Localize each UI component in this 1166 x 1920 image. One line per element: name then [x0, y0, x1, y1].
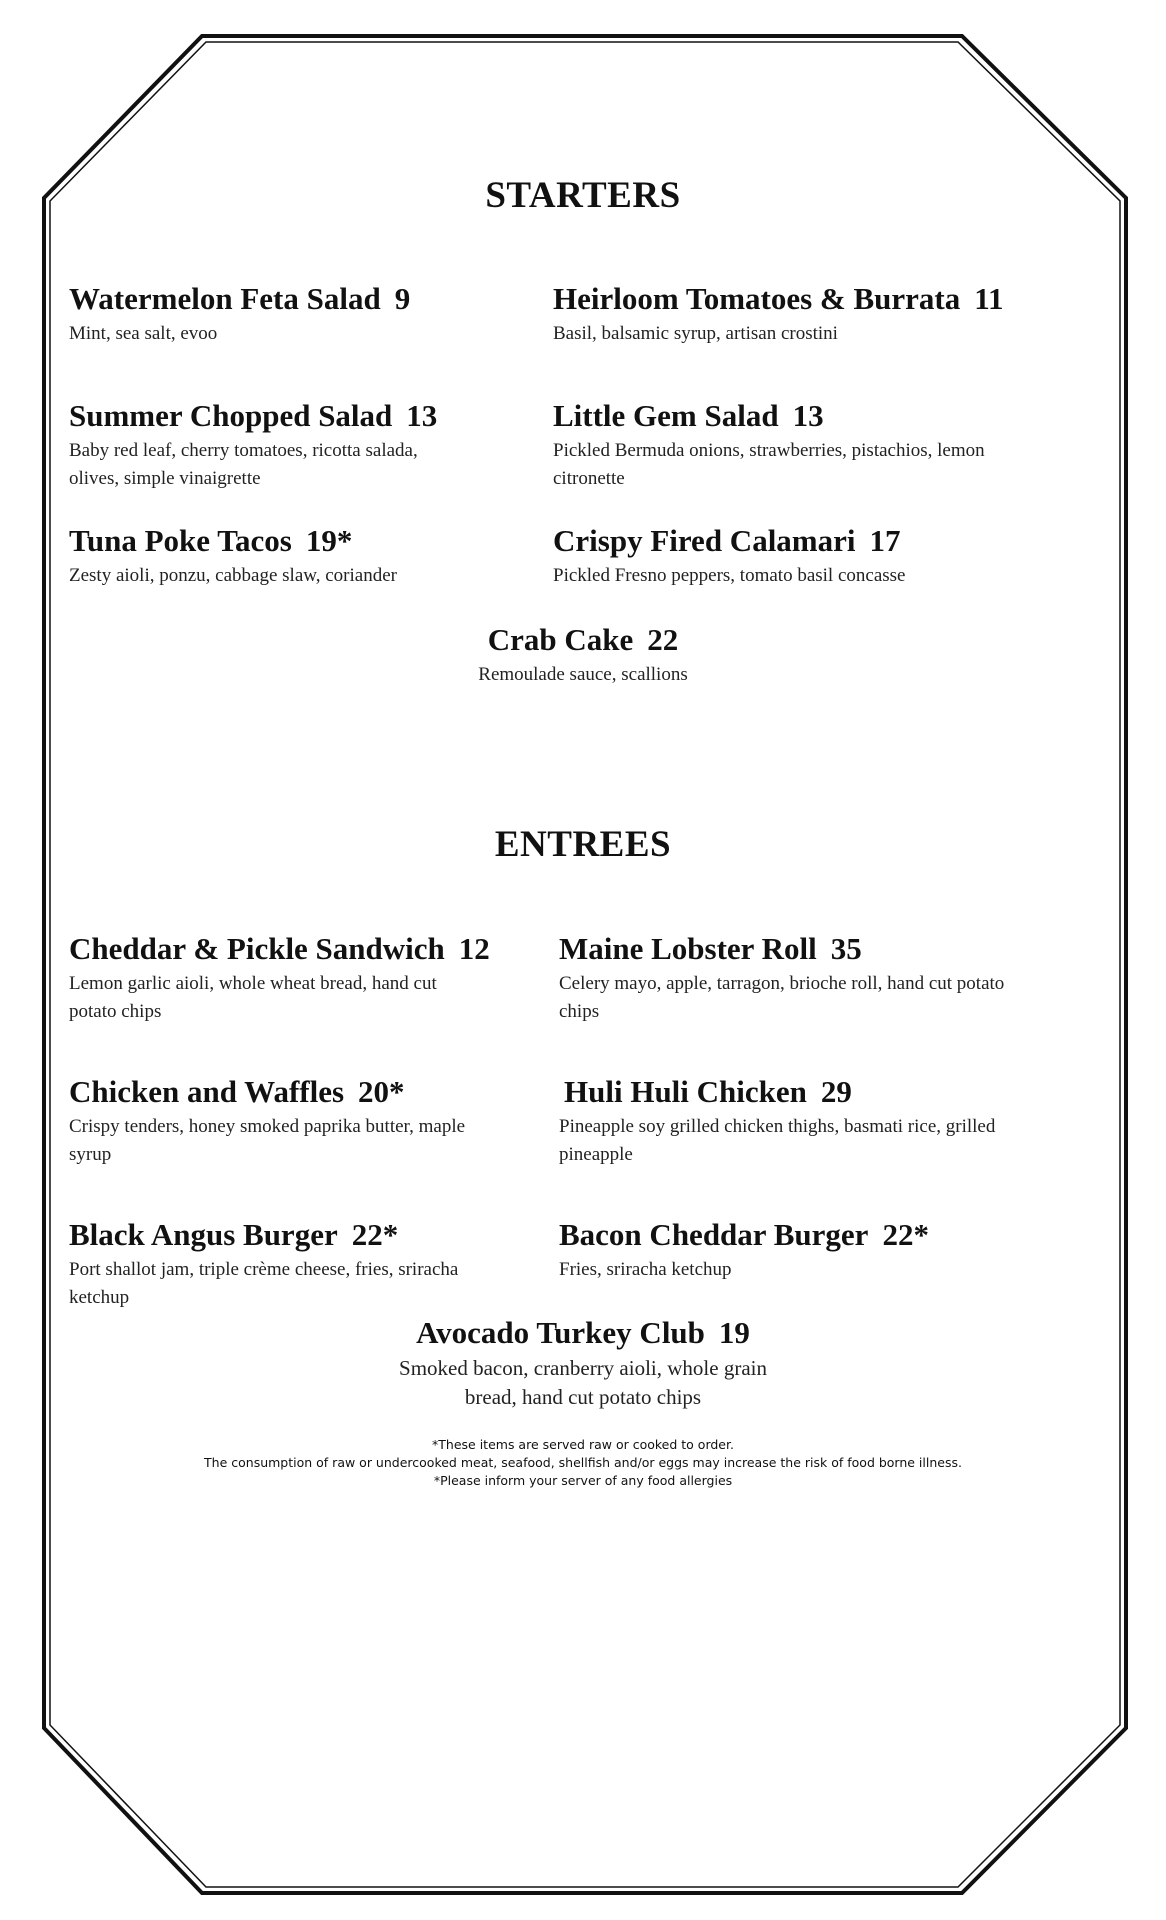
menu-item-chicken-and-waffles	[69, 1073, 479, 1169]
menu-item-little-gem-salad	[553, 397, 1043, 493]
item-name: Huli Huli Chicken 29	[564, 1074, 852, 1109]
menu-item-watermelon-feta-salad	[69, 280, 489, 348]
menu-item-bacon-cheddar-burger	[559, 1216, 1039, 1284]
menu-item-black-angus-burger	[69, 1216, 469, 1312]
item-price: 13	[792, 398, 824, 433]
footnote-raw-items: *These items are served raw or cooked to order.	[432, 1437, 734, 1452]
item-price: 22*	[351, 1217, 399, 1252]
item-price: 19*	[305, 523, 353, 558]
item-name: Tuna Poke Tacos 19*	[69, 523, 353, 558]
menu-item-crab-cake	[0, 621, 1166, 689]
item-description: Zesty aioli, ponzu, cabbage slaw, coriander	[69, 565, 397, 586]
item-price: 22*	[882, 1217, 929, 1252]
item-description: Mint, sea salt, evoo	[69, 323, 218, 344]
item-name: Bacon Cheddar Burger 22*	[559, 1217, 929, 1252]
item-name: Maine Lobster Roll 35	[559, 931, 862, 966]
item-price: 35	[830, 931, 862, 966]
item-description: Fries, sriracha ketchup	[559, 1259, 732, 1280]
item-description: Pineapple soy grilled chicken thighs, basmati rice, grilled pineapple	[559, 1116, 996, 1165]
menu-item-huli-huli-chicken	[559, 1073, 1039, 1169]
menu-item-maine-lobster-roll	[559, 930, 1009, 1026]
item-price: 12	[458, 931, 490, 966]
item-name: Cheddar & Pickle Sandwich 12	[69, 931, 490, 966]
item-name: Avocado Turkey Club 19	[416, 1315, 750, 1350]
item-price: 22	[647, 622, 679, 657]
item-price: 17	[869, 523, 901, 558]
item-price: 29	[820, 1074, 852, 1109]
item-name: Summer Chopped Salad 13	[69, 398, 438, 433]
item-price: 13	[406, 398, 438, 433]
starters-title: STARTERS	[485, 175, 681, 216]
item-name: Crab Cake 22	[487, 622, 679, 657]
item-description: Basil, balsamic syrup, artisan crostini	[553, 323, 838, 344]
item-description: Crispy tenders, honey smoked paprika butter, maple syrup	[69, 1116, 466, 1165]
item-name: Black Angus Burger 22*	[69, 1217, 399, 1252]
footnote-consumption-warning: The consumption of raw or undercooked meat, seafood, shellfish and/or eggs may increase the risk of food borne illness.	[204, 1455, 962, 1470]
item-description: Lemon garlic aioli, whole wheat bread, hand cut potato chips	[69, 973, 437, 1022]
menu-item-heirloom-tomatoes-burrata	[553, 280, 1073, 348]
item-description: Pickled Bermuda onions, strawberries, pistachios, lemon citronette	[553, 440, 985, 489]
menu-footnotes	[0, 1436, 1166, 1490]
menu-item-tuna-poke-tacos	[69, 522, 489, 590]
item-description: Smoked bacon, cranberry aioli, whole grain bread, hand cut potato chips	[399, 1356, 767, 1409]
menu-item-summer-chopped-salad	[69, 397, 469, 493]
item-description: Baby red leaf, cherry tomatoes, ricotta salada, olives, simple vinaigrette	[69, 440, 418, 489]
item-description: Pickled Fresno peppers, tomato basil concasse	[553, 565, 906, 586]
item-name: Watermelon Feta Salad 9	[69, 281, 411, 316]
item-name: Chicken and Waffles 20*	[69, 1074, 405, 1109]
item-name: Crispy Fired Calamari 17	[553, 523, 901, 558]
item-price: 19	[718, 1315, 750, 1350]
item-name: Little Gem Salad 13	[553, 398, 824, 433]
entrees-title: ENTREES	[494, 824, 672, 865]
item-description: Port shallot jam, triple crème cheese, fries, sriracha ketchup	[69, 1259, 459, 1308]
item-price: 9	[394, 281, 411, 316]
item-description: Remoulade sauce, scallions	[478, 664, 688, 685]
item-name: Heirloom Tomatoes & Burrata 11	[553, 281, 1004, 316]
menu-item-avocado-turkey-club	[0, 1314, 1166, 1412]
item-price: 20*	[358, 1074, 405, 1109]
item-price: 11	[974, 281, 1004, 316]
menu-item-cheddar-pickle-sandwich	[69, 930, 490, 1026]
footnote-allergies: *Please inform your server of any food allergies	[433, 1473, 733, 1488]
item-description: Celery mayo, apple, tarragon, brioche roll, hand cut potato chips	[559, 973, 1005, 1022]
menu-item-crispy-fired-calamari	[553, 522, 1053, 590]
